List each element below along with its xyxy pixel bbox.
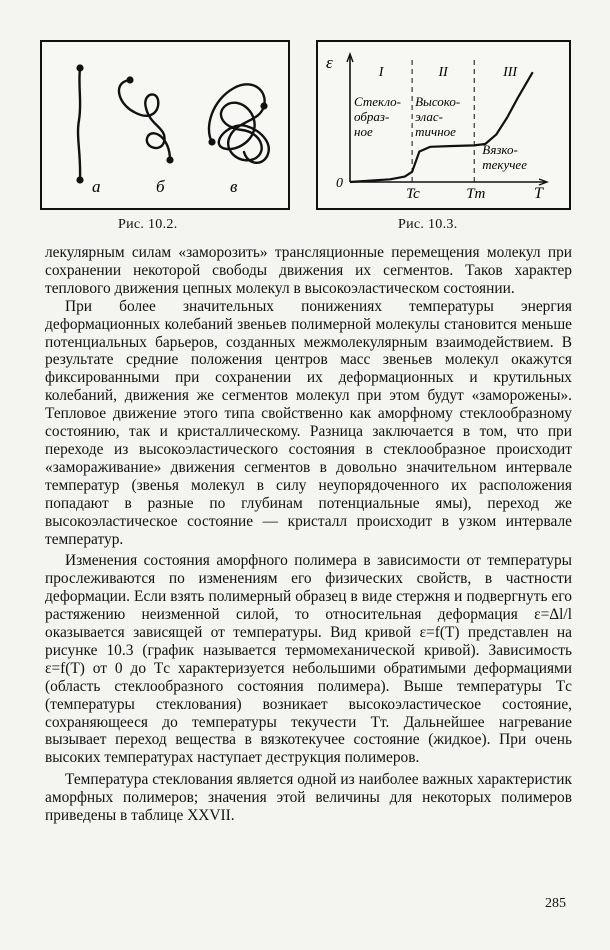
figure-10-3-caption: Рис. 10.3. xyxy=(398,217,458,232)
region-label-3: Вязко-текучее xyxy=(482,142,527,172)
body-text xyxy=(45,244,572,825)
origin-label: 0 xyxy=(336,176,343,191)
thermomechanical-chart xyxy=(318,42,569,208)
tick-label-tm: Tm xyxy=(466,186,486,202)
paragraph-2: При более значительных понижениях температуры энергия деформационных колебаний звеньев полимерной молекулы становится меньше потенциальных барьеров, созданных межмолекулярным взаимодействием. В результате средние положения центров масс звеньев молекул окажутся фиксированными при сохранении их деформационных и крутильных колебаний, движения же сегментов молекул при этом будут «заморожены». Тепловое движение этого типа свойственно как аморфному стеклообразному состоянию, так и кристаллическому. Разница заключается в том, что при переходе из высокоэластического состояния в стеклообразное происходит «замораживание» движения сегментов в довольно значительном интервале температур (звенья молекул в силу неупорядоченного их расположения попадают в разные по глубинам потенциальные ямы), переход же высокоэластическое состояние — кристалл происходит в узком интервале температур. xyxy=(45,297,572,548)
y-axis-label: ε xyxy=(326,53,333,72)
tick-label-tc: Tc xyxy=(406,186,420,202)
figure-10-2-caption: Рис. 10.2. xyxy=(118,217,178,232)
region-label-1: Стекло-образ-ное xyxy=(354,94,402,139)
label-v: в xyxy=(230,177,238,196)
page-number: 285 xyxy=(545,896,566,911)
paragraph-3: Изменения состояния аморфного полимера в зависимости от температуры прослеживаются по изменениям его физических свойств, в частности деформации. Если взять полимерный образец в виде стержня и подвергнуть его растяжению неизменной силой, то относительная деформация ε=Δl/l оказывается зависящей от температуры. Вид кривой ε=f(T) представлен на рисунке 10.3 (график называется термомеханической кривой). Зависимость ε=f(T) от 0 до Tс характеризуется небольшими обратимыми деформациями (область стеклообразного состояния полимера). Выше температуры Tс (температуры стеклования) возникает высокоэластическое состояние, сохраняющееся до температуры текучести Tт. Дальнейшее нагревание вызывает переход вещества в вязкотекучее состояние (жидкое). При очень высоких температурах наступает деструкция полимеров. xyxy=(45,552,572,767)
region-label-2: Высоко-элас-тичное xyxy=(415,94,461,139)
paragraph-4: Температура стеклования является одной из наиболее важных характеристик аморфных полимеров; значения этой величины для некоторых полимеров приведены в таблице XXVII. xyxy=(45,771,572,825)
region-numeral-2: II xyxy=(438,65,448,80)
figure-10-3 xyxy=(316,40,571,210)
chain-stretched xyxy=(78,68,80,180)
figure-10-2-drawing xyxy=(42,42,288,208)
label-b: б xyxy=(156,177,165,196)
paragraph-1: лекулярным силам «заморозить» трансляционные перемещения молекул при сохранении некоторой свободы движения их сегментов. Таков характер теплового движения цепных молекул в высокоэластическом состоянии. xyxy=(45,244,572,297)
region-numeral-3: III xyxy=(503,65,518,80)
figure-10-2 xyxy=(40,40,290,210)
x-axis-label: T xyxy=(534,185,543,202)
label-a: а xyxy=(92,177,101,196)
region-numeral-1: I xyxy=(378,65,384,80)
chain-coiled xyxy=(209,84,269,162)
chain-partially-coiled xyxy=(119,80,170,160)
